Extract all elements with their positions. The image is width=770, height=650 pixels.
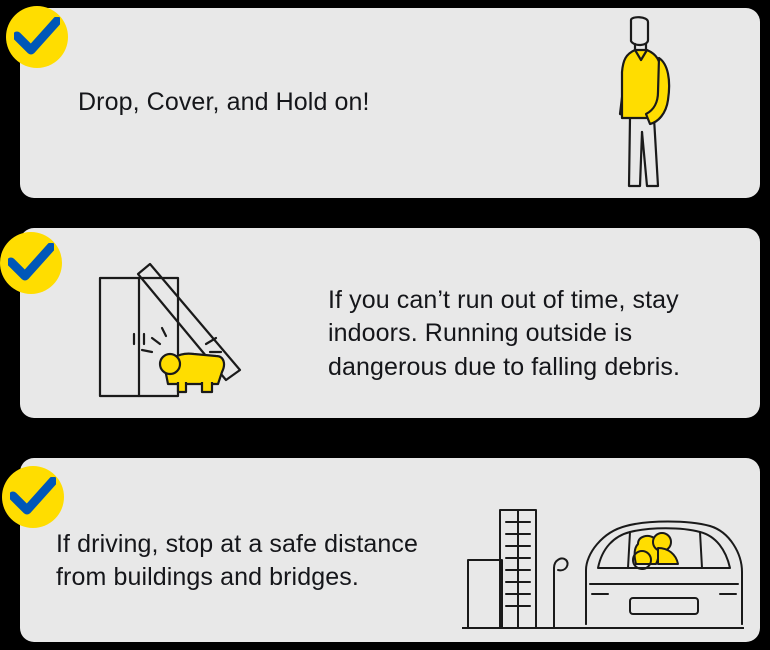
car-near-buildings-icon [462,498,744,638]
person-under-falling-debris-icon [90,252,270,412]
check-icon [2,466,64,528]
tip-text-driving-safe-distance: If driving, stop at a safe distance from buildings and bridges. [56,530,419,592]
check-icon [6,6,68,68]
tip-text-stay-indoors: If you can’t run out of time, stay indoors. Running outside is dangerous due to falling debris. [328,286,681,381]
standing-person-icon [598,14,688,192]
check-icon [0,232,62,294]
tip-text-drop-cover-hold: Drop, Cover, and Hold on! [78,88,370,116]
